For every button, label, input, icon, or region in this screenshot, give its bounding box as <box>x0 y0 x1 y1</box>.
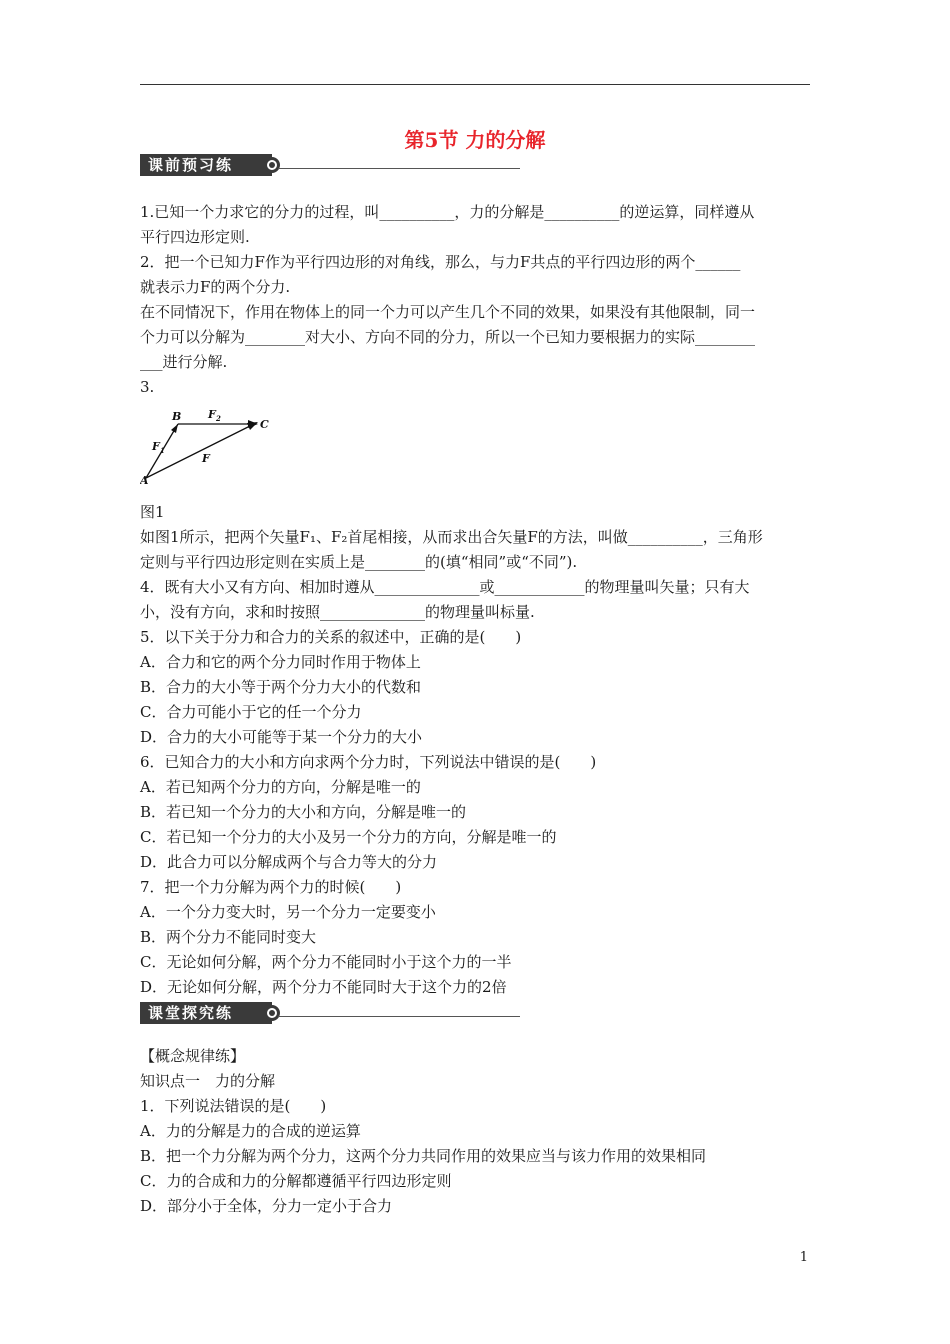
text-line: C．若已知一个分力的大小及另一个分力的方向，分解是唯一的 <box>140 828 557 846</box>
section-dot-icon <box>264 1005 280 1021</box>
page-number: 1 <box>799 1250 808 1265</box>
text-line: 知识点一 力的分解 <box>140 1072 276 1090</box>
text-line: C．力的合成和力的分解都遵循平行四边形定则 <box>140 1172 452 1190</box>
point-a-label: A <box>140 474 149 487</box>
top-rule <box>140 84 810 85</box>
text-line: B．合力的大小等于两个分力大小的代数和 <box>140 678 422 696</box>
text-line: 5．以下关于分力和合力的关系的叙述中，正确的是( ) <box>140 628 522 646</box>
text-line: 1．下列说法错误的是( ) <box>140 1097 327 1115</box>
preview-exercises <box>140 200 820 1000</box>
section-header-preview <box>140 154 520 176</box>
vector-triangle-figure <box>140 404 300 488</box>
text-line: A．合力和它的两个分力同时作用于物体上 <box>140 653 421 671</box>
f2-label: F <box>208 408 216 421</box>
text-line: B．两个分力不能同时变大 <box>140 928 317 946</box>
section-label: 课前预习练 <box>140 154 272 176</box>
f2-subscript: 2 <box>216 414 221 423</box>
text-line: 小，没有方向，求和时按照______________的物理量叫标量. <box>140 603 535 621</box>
text-line: C．无论如何分解，两个分力不能同时小于这个力的一半 <box>140 953 512 971</box>
text-line: 4．既有大小又有方向、相加时遵从______________或____________的物理量叫矢量；只有大 <box>140 578 750 596</box>
text-line: B．把一个力分解为两个分力，这两个分力共同作用的效果应当与该力作用的效果相同 <box>140 1147 707 1165</box>
text-line: D．部分小于全体，分力一定小于合力 <box>140 1197 393 1215</box>
point-b-label: B <box>172 410 182 423</box>
point-c-label: C <box>260 418 269 431</box>
arrowhead-f-icon <box>247 422 258 430</box>
text-line: 2．把一个已知力F作为平行四边形的对角线，那么，与力F共点的平行四边形的两个______ <box>140 253 741 271</box>
section-header-class <box>140 1002 520 1024</box>
text-line: 7．把一个力分解为两个力的时候( ) <box>140 878 402 896</box>
text-line: 如图1所示，把两个矢量F₁、F₂首尾相接，从而求出合矢量F的方法，叫做__________，三角形 <box>140 528 763 546</box>
text-line: 平行四边形定则. <box>140 228 250 246</box>
class-exercises <box>140 1044 820 1219</box>
section-dot-icon <box>264 157 280 173</box>
f1-label: F <box>152 440 160 453</box>
text-line: D．合力的大小可能等于某一个分力的大小 <box>140 728 423 746</box>
text-line: D．无论如何分解，两个分力不能同时大于这个力的2倍 <box>140 978 507 996</box>
text-line: 个力可以分解为________对大小、方向不同的分力，所以一个已知力要根据力的实际________ <box>140 328 756 346</box>
f1-subscript: 1 <box>160 446 165 455</box>
text-line: A．若已知两个分力的方向，分解是唯一的 <box>140 778 421 796</box>
text-line: A．力的分解是力的合成的逆运算 <box>140 1122 361 1140</box>
f-label: F <box>202 452 210 465</box>
text-line: 1.已知一个力求它的分力的过程，叫__________，力的分解是__________的逆运算，同样遵从 <box>140 203 755 221</box>
text-line: 就表示力F的两个分力. <box>140 278 291 296</box>
section-rule <box>278 168 520 169</box>
text-line: A．一个分力变大时，另一个分力一定要变小 <box>140 903 436 921</box>
text-line: 3. <box>140 378 155 396</box>
text-line: C．合力可能小于它的任一个分力 <box>140 703 362 721</box>
text-line: 定则与平行四边形定则在实质上是________的(填“相同”或“不同”). <box>140 553 578 571</box>
figure-caption: 图1 <box>140 503 165 521</box>
text-line: 【概念规律练】 <box>140 1047 246 1065</box>
page-title: 第5节 力的分解 <box>404 128 546 152</box>
text-line: ___进行分解. <box>140 353 228 371</box>
section-label: 课堂探究练 <box>140 1002 272 1024</box>
section-rule <box>278 1016 520 1017</box>
text-line: 6．已知合力的大小和方向求两个分力时，下列说法中错误的是( ) <box>140 753 597 771</box>
text-line: B．若已知一个分力的大小和方向，分解是唯一的 <box>140 803 467 821</box>
text-line: D．此合力可以分解成两个与合力等大的分力 <box>140 853 438 871</box>
arrowhead-f1-icon <box>171 424 178 433</box>
text-line: 在不同情况下，作用在物体上的同一个力可以产生几个不同的效果，如果没有其他限制，同一 <box>140 303 756 321</box>
